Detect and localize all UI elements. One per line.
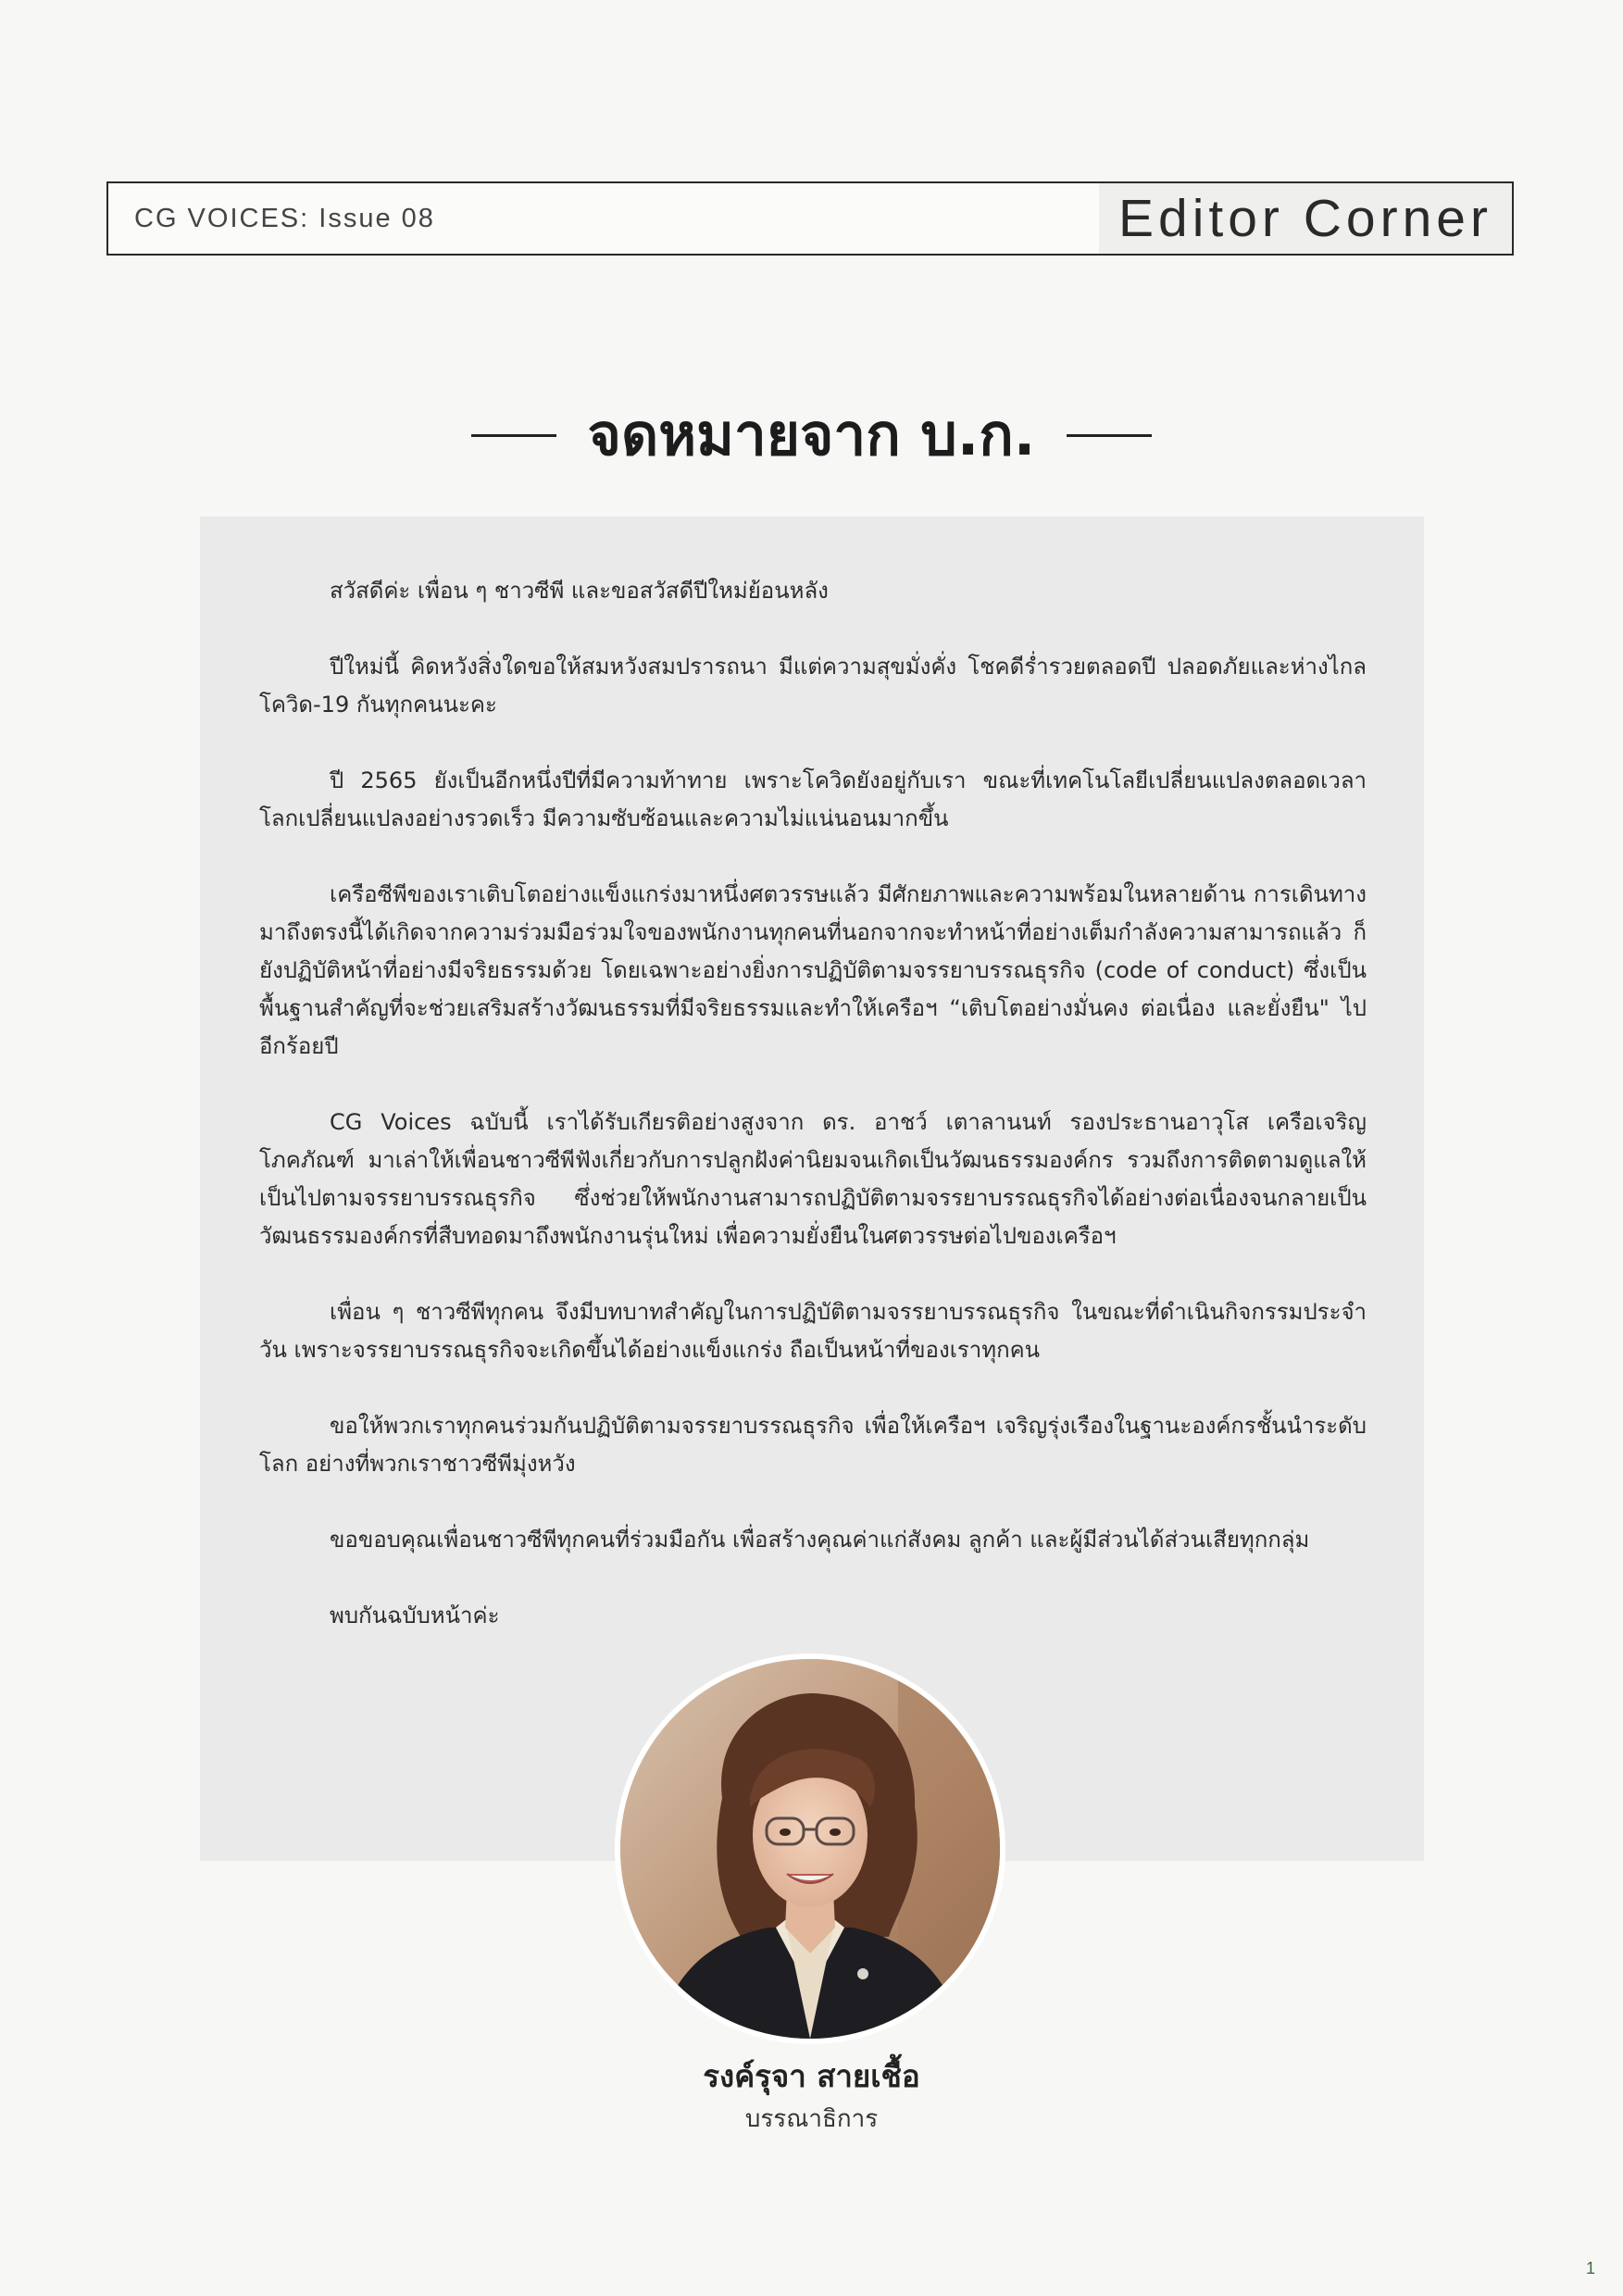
letter-paragraph: เพื่อน ๆ ชาวซีพีทุกคน จึงมีบทบาทสำคัญในการปฏิบัติตามจรรยาบรรณธุรกิจ ในขณะที่ดำเนินกิจกรรมประจำวัน เพราะจรรยาบรรณธุรกิจจะเกิดขึ้นได้อย่างแข็งแกร่ง ถือเป็นหน้าที่ของเราทุกคน bbox=[259, 1299, 1367, 1363]
editor-portrait-illustration bbox=[620, 1659, 1000, 2039]
letter-paragraph: CG Voices ฉบับนี้ เราได้รับเกียรติอย่างสูงจาก ดร. อาชว์ เตาลานนท์ รองประธานอาวุโส เครือเจริญโภคภัณฑ์ มาเล่าให้เพื่อนชาวซีพีฟังเกี่ยวกับการปลูกฝังค่านิยมจนเกิดเป็นวัฒนธรรมองค์กร รวมถึงการติดตามดูแลให้เป็นไปตามจรรยาบรรณธุรกิจ ซึ่งช่วยให้พนักงานสามารถปฏิบัติตามจรรยาบรรณธุรกิจได้อย่างต่อเนื่องจนกลายเป็นวัฒนธรรมองค์กรที่สืบทอดมาถึงพนักงานรุ่นใหม่ เพื่อความยั่งยืนในศตวรรษต่อไปของเครือฯ bbox=[259, 1109, 1367, 1249]
editor-name: รงค์รุจา สายเชื้อ bbox=[703, 2058, 920, 2094]
letter-paragraph: พบกันฉบับหน้าค่ะ bbox=[330, 1603, 500, 1628]
editor-role: บรรณาธิการ bbox=[744, 2105, 879, 2133]
issue-header bbox=[106, 181, 1514, 256]
letter-paragraph: ปี 2565 ยังเป็นอีกหนึ่งปีที่มีความท้าทาย เพราะโควิดยังอยู่กับเรา ขณะที่เทคโนโลยีเปลี่ยนแปลงตลอดเวลา โลกเปลี่ยนแปลงอย่างรวดเร็ว มีความซับซ้อนและความไม่แน่นอนมากขึ้น bbox=[259, 767, 1367, 831]
title-rule-left bbox=[471, 434, 556, 437]
letter-paragraph: เครือซีพีของเราเติบโตอย่างแข็งแกร่งมาหนึ่งศตวรรษแล้ว มีศักยภาพและความพร้อมในหลายด้าน การเดินทางมาถึงตรงนี้ได้เกิดจากความร่วมมือร่วมใจของพนักงานทุกคนที่นอกจากจะทำหน้าที่อย่างเต็มกำลังความสามารถแล้ว ก็ยังปฏิบัติหน้าที่อย่างมีจริยธรรมด้วย โดยเฉพาะอย่างยิ่งการปฏิบัติตามจรรยาบรรณธุรกิจ (code of conduct) ซึ่งเป็นพื้นฐานสำคัญที่จะช่วยเสริมสร้างวัฒนธรรมที่มีจริยธรรมและทำให้เครือฯ “เติบโตอย่างมั่นคง ต่อเนื่อง และยั่งยืน" ไปอีกร้อยปี bbox=[259, 881, 1367, 1059]
letter-paragraph: ขอให้พวกเราทุกคนร่วมกันปฏิบัติตามจรรยาบรรณธุรกิจ เพื่อให้เครือฯ เจริญรุ่งเรืองในฐานะองค์กรชั้นนำระดับโลก อย่างที่พวกเราชาวซีพีมุ่งหวัง bbox=[259, 1413, 1367, 1477]
editor-portrait bbox=[615, 1653, 1005, 2044]
letter-paragraph: ปีใหม่นี้ คิดหวังสิ่งใดขอให้สมหวังสมปรารถนา มีแต่ความสุขมั่งคั่ง โชคดีร่ำรวยตลอดปี ปลอดภัยและห่างไกล โควิด-19 กันทุกคนนะคะ bbox=[259, 654, 1367, 718]
page-number: 1 bbox=[1585, 2259, 1595, 2277]
letter-body bbox=[259, 572, 1367, 1673]
issue-label: CG VOICES: Issue 08 bbox=[134, 204, 435, 233]
letter-paragraph: สวัสดีค่ะ เพื่อน ๆ ชาวซีพี และขอสวัสดีปีใหม่ย้อนหลัง bbox=[330, 578, 829, 604]
section-title: Editor Corner bbox=[1099, 183, 1512, 254]
letter-paragraph: ขอขอบคุณเพื่อนชาวซีพีทุกคนที่ร่วมมือกัน เพื่อสร้างคุณค่าแก่สังคม ลูกค้า และผู้มีส่วนได้ส่วนเสียทุกกลุ่ม bbox=[330, 1527, 1310, 1553]
title-rule-right bbox=[1067, 434, 1152, 437]
page-title-row bbox=[0, 389, 1623, 481]
page-title: จดหมายจาก บ.ก. bbox=[587, 401, 1036, 468]
